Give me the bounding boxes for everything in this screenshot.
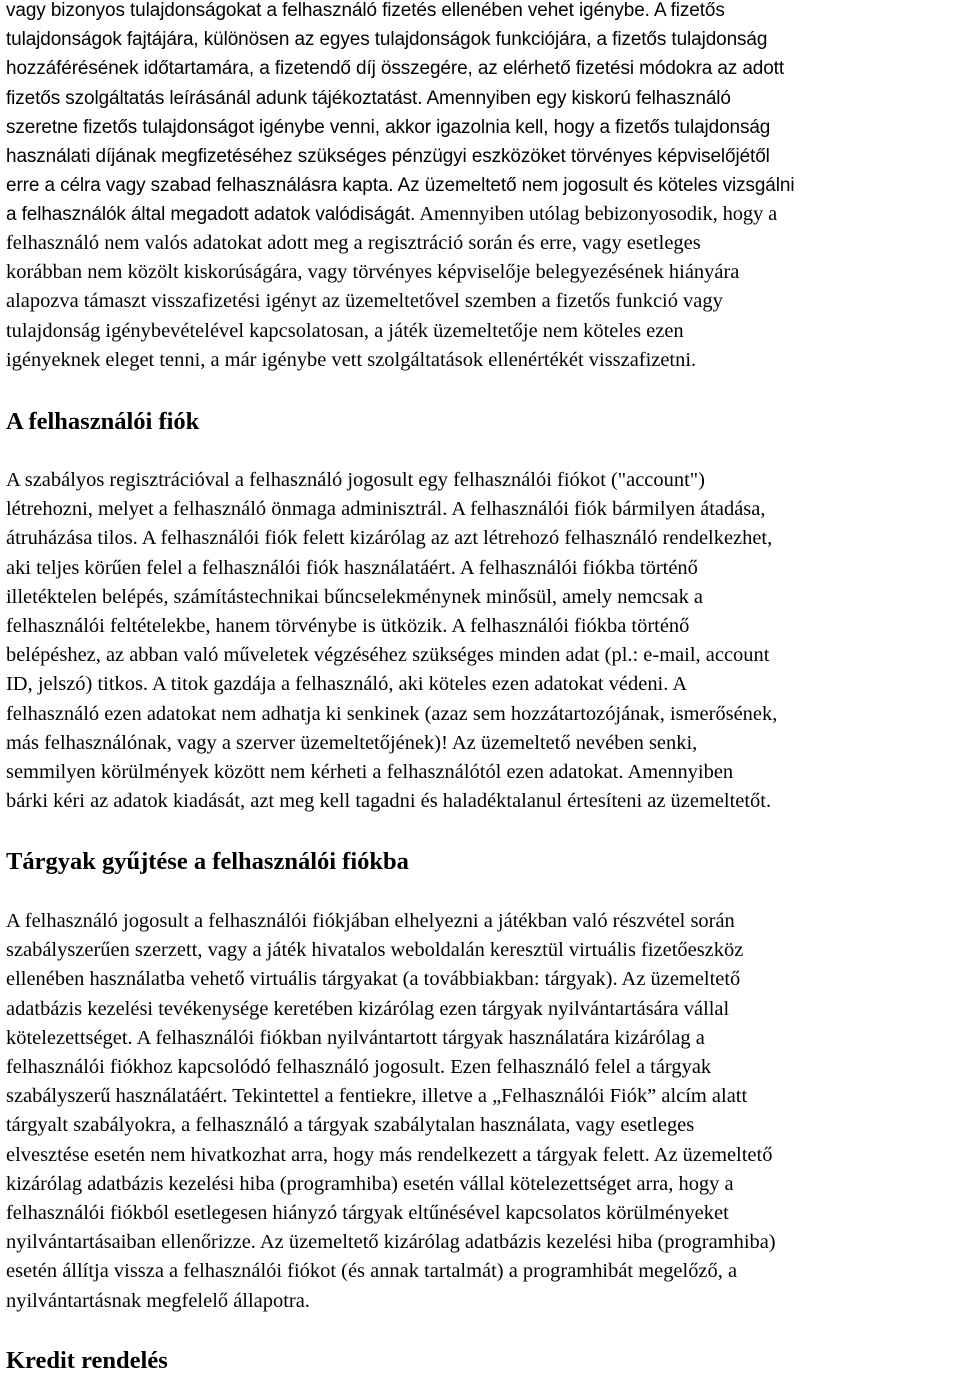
text-line: elvesztése esetén nem hivatkozhat arra, hogy más rendelkezett a tárgyak felett. Az üzemeltető: [6, 1143, 773, 1166]
account-paragraph: [6, 466, 956, 816]
text-line: belépéshez, az abban való műveletek végzéséhez szükséges minden adat (pl.: e-mail, account: [6, 644, 770, 667]
text-line: nyilvántartásaiban ellenőrizze. Az üzemeltető kizárólag adatbázis kezelési hiba (programhiba): [6, 1231, 776, 1254]
text-line: felhasználói fiókhoz kapcsolódó felhasználó jogosult. Ezen felhasználó felel a tárgyak: [6, 1056, 712, 1079]
text-line-serif-part: Amennyiben utólag bebizonyosodik, hogy a: [415, 203, 778, 226]
text-line: esetén állítja vissza a felhasználói fiókot (és annak tartalmát) a programhibát megelőző, a: [6, 1260, 738, 1283]
text-line: átruházása tilos. A felhasználói fiók felett kizárólag az azt létrehozó felhasználó rendelkezhet,: [6, 527, 773, 550]
text-line: felhasználó ezen adatokat nem adhatja ki senkinek (azaz sem hozzátartozójának, ismerősének,: [6, 702, 778, 725]
text-line: aki teljes körűen felel a felhasználói fiók használatáért. A felhasználói fiókba történő: [6, 556, 698, 579]
text-line: hozzáférésének időtartamára, a fizetendő díj összegére, az elérhető fizetési módokra az adott: [6, 58, 785, 80]
section-heading-credit: Kredit rendelés: [6, 1347, 168, 1374]
text-line: illetéktelen belépés, számítástechnikai bűncselekménynek minősül, amely nemcsak a: [6, 585, 704, 608]
text-line: [6, 200, 954, 229]
text-line: A felhasználó jogosult a felhasználói fiókjában elhelyezni a játékban való részvétel során: [6, 910, 735, 932]
section-heading-account: A felhasználói fiók: [6, 408, 200, 435]
text-line: tulajdonságok fajtájára, különösen az egyes tulajdonságok funkciójára, a fizetős tulajdonság: [6, 29, 768, 51]
text-line: ID, jelszó) titkos. A titok gazdája a felhasználó, aki köteles ezen adatokat védeni. A: [6, 673, 688, 696]
text-line: korábban nem közölt kiskorúságára, vagy törvényes képviselője belegyezésének hiányára: [6, 261, 740, 284]
text-line: szabályszerűen szerzett, vagy a játék hivatalos weboldalán keresztül virtuális fizetőeszköz: [6, 939, 744, 962]
text-line: ellenében használatba vehető virtuális tárgyakat (a továbbiakban: tárgyak). Az üzemeltető: [6, 968, 741, 991]
text-line: szabályszerű használatáért. Tekintettel a fentiekre, illetve a „Felhasználói Fiók” alcím alatt: [6, 1085, 748, 1108]
text-line: felhasználói fiókból esetlegesen hiányzó tárgyak eltűnésével kapcsolatos körülményeket: [6, 1202, 729, 1225]
text-line: kizárólag adatbázis kezelési hiba (programhiba) esetén vállal kötelezettséget arra, hogy a: [6, 1172, 734, 1195]
section-heading-items: Tárgyak gyűjtése a felhasználói fiókba: [6, 848, 409, 875]
text-line: kötelezettséget. A felhasználói fiókban nyilvántartott tárgyak használatára kizárólag a: [6, 1026, 705, 1049]
intro-paragraph: [6, 0, 956, 230]
text-line: erre a célra vagy szabad felhasználásra kapta. Az üzemeltető nem jogosult és köteles vizsgálni: [6, 175, 795, 197]
text-line: tulajdonság igénybevételével kapcsolatosan, a játék üzemeltetője nem köteles ezen: [6, 319, 684, 342]
items-paragraph: [6, 907, 956, 1316]
text-line: bárki kéri az adatok kiadását, azt meg kell tagadni és haladéktalanul értesíteni az üzemeltetőt.: [6, 790, 772, 813]
intro-paragraph-continuation: [6, 229, 956, 375]
text-line: semmilyen körülmények között nem kérheti a felhasználótól ezen adatokat. Amennyiben: [6, 761, 734, 784]
text-line: adatbázis kezelési tevékenysége keretében kizárólag ezen tárgyak nyilvántartására vállal: [6, 997, 730, 1020]
text-line: vagy bizonyos tulajdonságokat a felhasználó fizetés ellenében vehet igénybe. A fizetős: [6, 0, 725, 21]
text-line: felhasználói feltételekbe, hanem törvénybe is ütközik. A felhasználói fiókba történő: [6, 615, 690, 638]
text-line: felhasználó nem valós adatokat adott meg a regisztráció során és erre, vagy esetleges: [6, 232, 701, 254]
text-line: nyilvántartásnak megfelelő állapotra.: [6, 1289, 310, 1312]
text-line: A szabályos regisztrációval a felhasználó jogosult egy felhasználói fiókot ("account"): [6, 469, 705, 491]
text-line: igényeknek eleget tenni, a már igénybe vett szolgáltatások ellenértékét visszafizetni.: [6, 348, 697, 371]
text-line: tárgyalt szabályokra, a felhasználó a tárgyak szabálytalan használata, vagy esetleges: [6, 1114, 695, 1137]
text-line: létrehozni, melyet a felhasználó önmaga adminisztrál. A felhasználói fiók bármilyen átadása,: [6, 498, 766, 521]
text-line: szeretne fizetős tulajdonságot igénybe venni, akkor igazolnia kell, hogy a fizetős tulajdonság: [6, 116, 771, 138]
text-line-sans-part: a felhasználók által megadott adatok valódiságát.: [6, 204, 416, 226]
text-line: fizetős szolgáltatás leírásánál adunk tájékoztatást. Amennyiben egy kiskorú felhasználó: [6, 87, 731, 109]
text-line: alapozva támaszt visszafizetési igényt az üzemeltetővel szemben a fizetős funkció vagy: [6, 290, 723, 313]
text-line: használati díjának megfizetéséhez szükséges pénzügyi eszközöket törvényes képviselőjétől: [6, 146, 770, 168]
text-line: más felhasználónak, vagy a szerver üzemeltetőjének)! Az üzemeltető nevében senki,: [6, 731, 698, 754]
